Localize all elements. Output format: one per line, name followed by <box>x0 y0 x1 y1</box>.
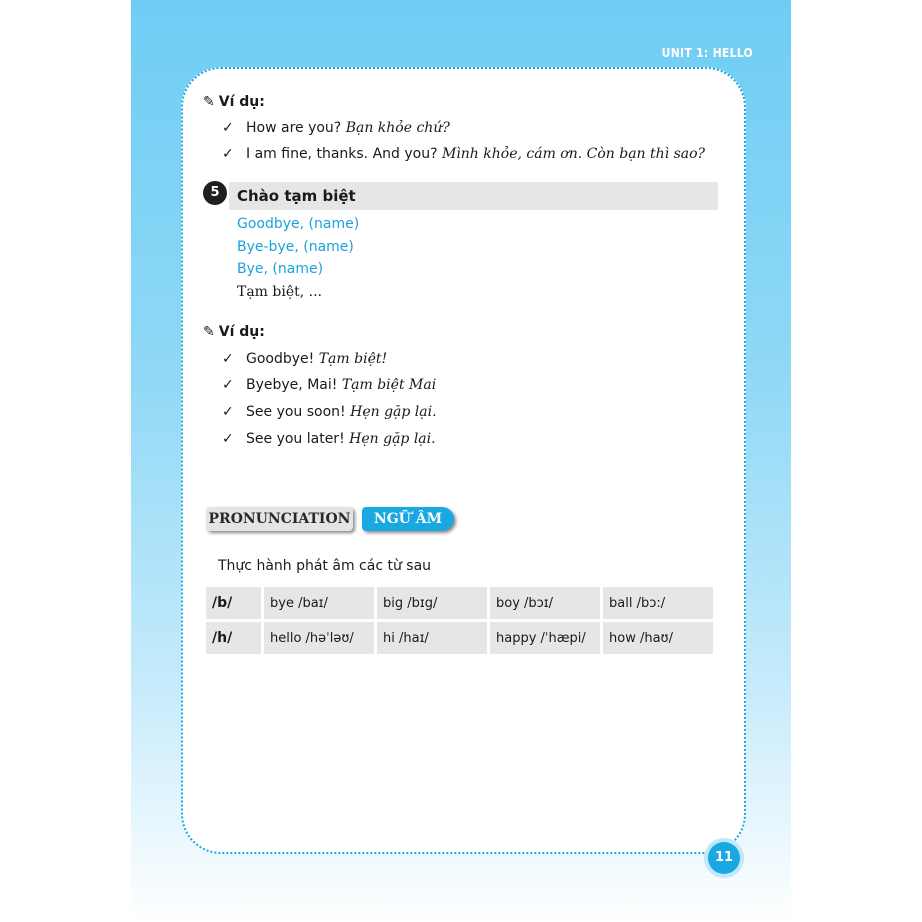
example-label <box>203 94 265 110</box>
example-label-text: Ví dụ: <box>218 324 265 340</box>
word-cell: hi /haɪ/ <box>377 622 487 654</box>
checkmark-icon: ✓ <box>222 404 234 420</box>
phrase: Bye, (name) <box>237 261 324 277</box>
word-cell: hello /həˈləʊ/ <box>264 622 374 654</box>
checkmark-icon: ✓ <box>222 431 234 447</box>
example-vi: Hẹn gặp lại. <box>350 404 437 420</box>
table-row <box>206 587 713 619</box>
table-row <box>206 622 713 654</box>
example-vi: Tạm biệt Mai <box>341 377 437 393</box>
section-header-bar <box>229 182 718 210</box>
checkmark-icon: ✓ <box>222 351 234 367</box>
section-title: Chào tạm biệt <box>237 187 356 205</box>
example-item <box>222 351 387 367</box>
example-vi: Bạn khỏe chứ? <box>345 120 450 136</box>
example-en: See you soon! <box>246 404 351 420</box>
checkmark-icon: ✓ <box>222 377 234 393</box>
example-vi: Hẹn gặp lại. <box>349 431 436 447</box>
word-cell: bye /baɪ/ <box>264 587 374 619</box>
example-vi: Tạm biệt! <box>318 351 388 367</box>
sound-cell: /h/ <box>206 622 261 654</box>
example-item <box>222 377 436 393</box>
example-item <box>222 404 437 420</box>
example-item <box>222 146 705 162</box>
example-en: Goodbye! <box>246 351 319 367</box>
pronunciation-label-vi: NGỮ ÂM <box>362 507 454 531</box>
example-label-text: Ví dụ: <box>218 94 265 110</box>
pencil-icon: ✎ <box>203 324 215 340</box>
section-number-badge: 5 <box>203 181 227 205</box>
checkmark-icon: ✓ <box>222 120 234 136</box>
example-en: See you later! <box>246 431 350 447</box>
example-label <box>203 324 265 340</box>
checkmark-icon: ✓ <box>222 146 234 162</box>
example-en: Byebye, Mai! <box>246 377 342 393</box>
page-number: 11 <box>708 842 740 874</box>
example-item <box>222 120 450 136</box>
example-item <box>222 431 436 447</box>
word-cell: how /haʊ/ <box>603 622 713 654</box>
pronunciation-table <box>203 584 716 657</box>
pronunciation-intro: Thực hành phát âm các từ sau <box>218 558 432 574</box>
example-en: I am fine, thanks. And you? <box>246 146 442 162</box>
word-cell: big /bɪg/ <box>377 587 487 619</box>
unit-header: UNIT 1: HELLO <box>661 46 753 60</box>
phrase: Bye-bye, (name) <box>237 239 354 255</box>
pencil-icon: ✎ <box>203 94 215 110</box>
word-cell: ball /bɔ:/ <box>603 587 713 619</box>
example-vi: Mình khỏe, cám ơn. Còn bạn thì sao? <box>441 146 706 162</box>
word-cell: boy /bɔɪ/ <box>490 587 600 619</box>
pronunciation-label-en: PRONUNCIATION <box>206 507 353 531</box>
word-cell: happy /ˈhæpi/ <box>490 622 600 654</box>
phrase: Goodbye, (name) <box>237 216 360 232</box>
phrase-meaning: Tạm biệt, ... <box>237 284 323 300</box>
sound-cell: /b/ <box>206 587 261 619</box>
example-en: How are you? <box>246 120 346 136</box>
